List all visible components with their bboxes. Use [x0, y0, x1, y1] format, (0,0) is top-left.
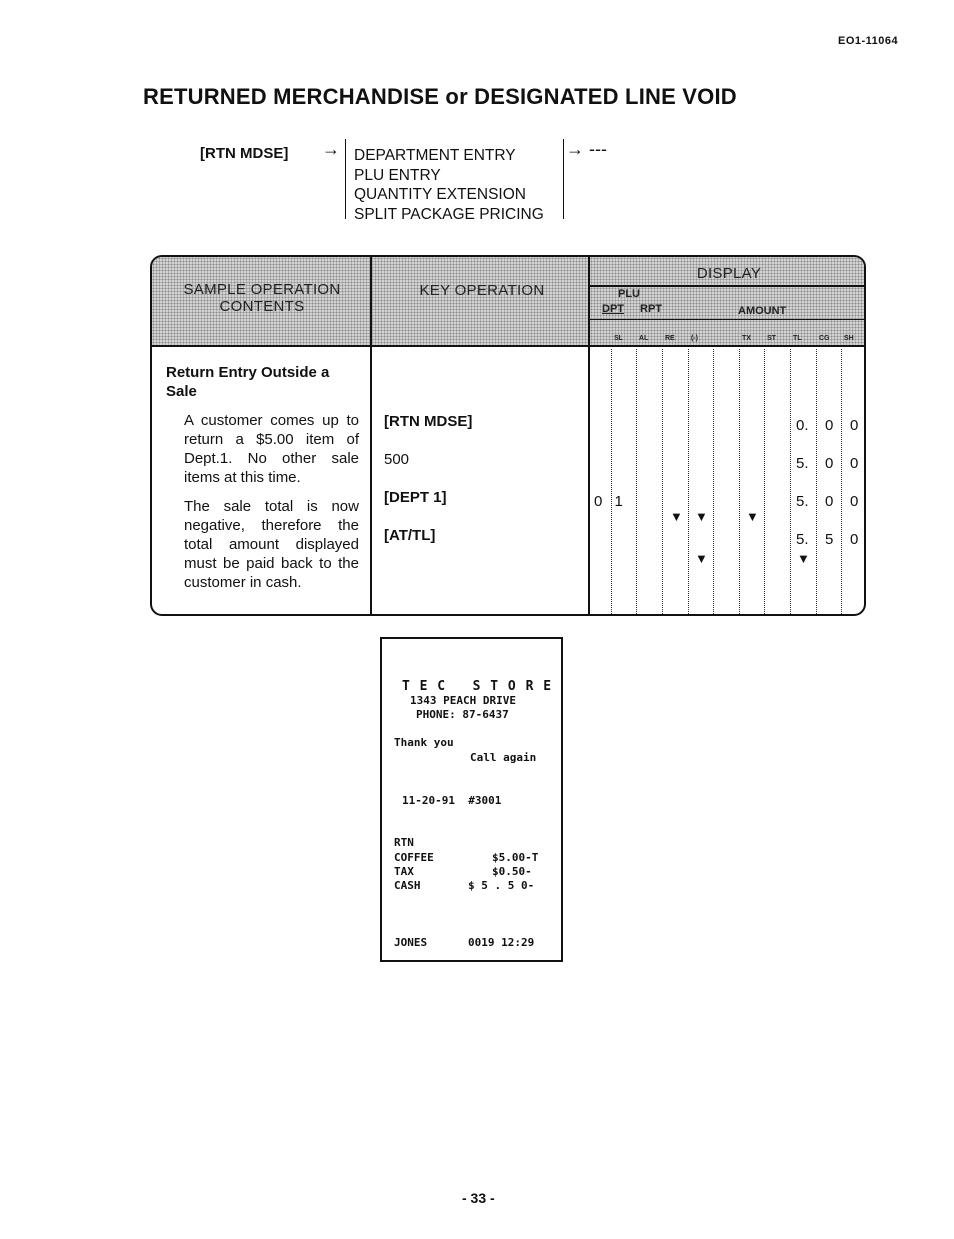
- receipt-address: 1343 PEACH DRIVE: [410, 694, 516, 707]
- display-subdivider: [590, 319, 864, 320]
- header-amount: AMOUNT: [738, 305, 787, 317]
- indicator-label: TX: [742, 335, 751, 342]
- display-digit: 5.: [796, 455, 809, 472]
- key-rtn-mdse: [RTN MDSE]: [384, 413, 473, 430]
- display-digit: 0: [850, 493, 859, 510]
- display-digit: 0: [850, 455, 859, 472]
- indicator-label: (-): [691, 335, 698, 342]
- display-digit: 0: [825, 493, 834, 510]
- indicator-label: RE: [665, 335, 675, 342]
- printed-receipt: [380, 637, 563, 962]
- display-digit: 5.: [796, 493, 809, 510]
- header-plu: PLU: [618, 288, 640, 300]
- operation-table: [150, 255, 866, 616]
- header-dpt: DPT: [602, 303, 624, 315]
- header-display: DISPLAY: [696, 265, 762, 282]
- column-divider: [588, 257, 590, 614]
- key-dept-1: [DEPT 1]: [384, 489, 447, 506]
- receipt-footer: 0019 12:29: [468, 936, 535, 949]
- receipt-line-value: $0.50-: [492, 865, 532, 878]
- arrow-right-icon: →: [322, 139, 340, 159]
- receipt-rtn: RTN: [394, 836, 414, 849]
- receipt-line-label: CASH: [394, 879, 421, 892]
- receipt-line-value: $ 5 . 5 0-: [468, 879, 535, 892]
- receipt-line-label: COFFEE: [394, 851, 434, 864]
- page-number: - 33 -: [462, 1190, 495, 1206]
- header-sample-operation: SAMPLE OPERATION CONTENTS: [183, 281, 341, 315]
- receipt-clerk: JONES: [394, 936, 428, 949]
- option-item: QUANTITY EXTENSION: [354, 186, 526, 203]
- sample-title: Return Entry Outside a Sale: [166, 364, 330, 400]
- triangle-indicator-icon: ▼: [746, 509, 759, 524]
- indicator-label: SL: [614, 335, 623, 342]
- sample-paragraph: The sale total is now negative, therefore the total amount displayed must be paid back to the customer in cash.: [184, 498, 359, 591]
- indicator-label: CG: [819, 335, 830, 342]
- display-digit: 5.: [796, 531, 809, 548]
- display-digit: 0.: [796, 417, 809, 434]
- column-divider: [370, 257, 372, 614]
- key-amount-entry: 500: [384, 451, 410, 468]
- display-digit: 0: [825, 455, 834, 472]
- receipt-phone: PHONE: 87-6437: [416, 708, 509, 721]
- indicator-label: AL: [639, 335, 649, 342]
- display-digit: 0: [850, 417, 859, 434]
- header-key-operation: KEY OPERATION: [419, 282, 545, 299]
- document-number: EO1-11064: [838, 35, 899, 47]
- sample-paragraph: A customer comes up to return a $5.00 item of Dept.1. No other sale items at this time.: [184, 412, 359, 486]
- option-item: SPLIT PACKAGE PRICING: [354, 205, 544, 223]
- receipt-date-number: 11-20-91 #3001: [402, 794, 502, 807]
- receipt-thanks: Thank you: [394, 736, 454, 749]
- display-digit: 0: [825, 417, 834, 434]
- display-digit: 5: [825, 531, 834, 548]
- triangle-indicator-icon: ▼: [797, 551, 810, 566]
- indicator-label: TL: [793, 335, 802, 342]
- receipt-line-value: $5.00-T: [492, 851, 539, 864]
- option-item: PLU ENTRY: [354, 166, 441, 184]
- bracket-divider: [563, 139, 564, 219]
- continuation-arrow: → ---: [566, 139, 607, 159]
- bracket-divider: [345, 139, 346, 219]
- indicator-label: SH: [844, 335, 854, 342]
- display-digit: 0: [850, 531, 859, 548]
- header-divider: [152, 345, 864, 347]
- display-subdivider: [590, 285, 864, 287]
- page-title: RETURNED MERCHANDISE or DESIGNATED LINE VOID: [143, 84, 737, 109]
- header-rpt: RPT: [640, 303, 662, 315]
- receipt-store-name: T E C S T O R E: [402, 679, 553, 694]
- triangle-indicator-icon: ▼: [695, 509, 708, 524]
- indicator-label: ST: [767, 335, 776, 342]
- entry-options-list: [354, 146, 544, 224]
- triangle-indicator-icon: ▼: [695, 551, 708, 566]
- rtn-mdse-key-label: [RTN MDSE]: [200, 145, 289, 162]
- receipt-call-again: Call again: [470, 751, 537, 764]
- receipt-line-label: TAX: [394, 865, 414, 878]
- option-item: DEPARTMENT ENTRY: [354, 147, 516, 164]
- triangle-indicator-icon: ▼: [670, 509, 683, 524]
- display-dept-code: 0 1: [594, 493, 623, 510]
- key-at-tl: [AT/TL]: [384, 527, 436, 544]
